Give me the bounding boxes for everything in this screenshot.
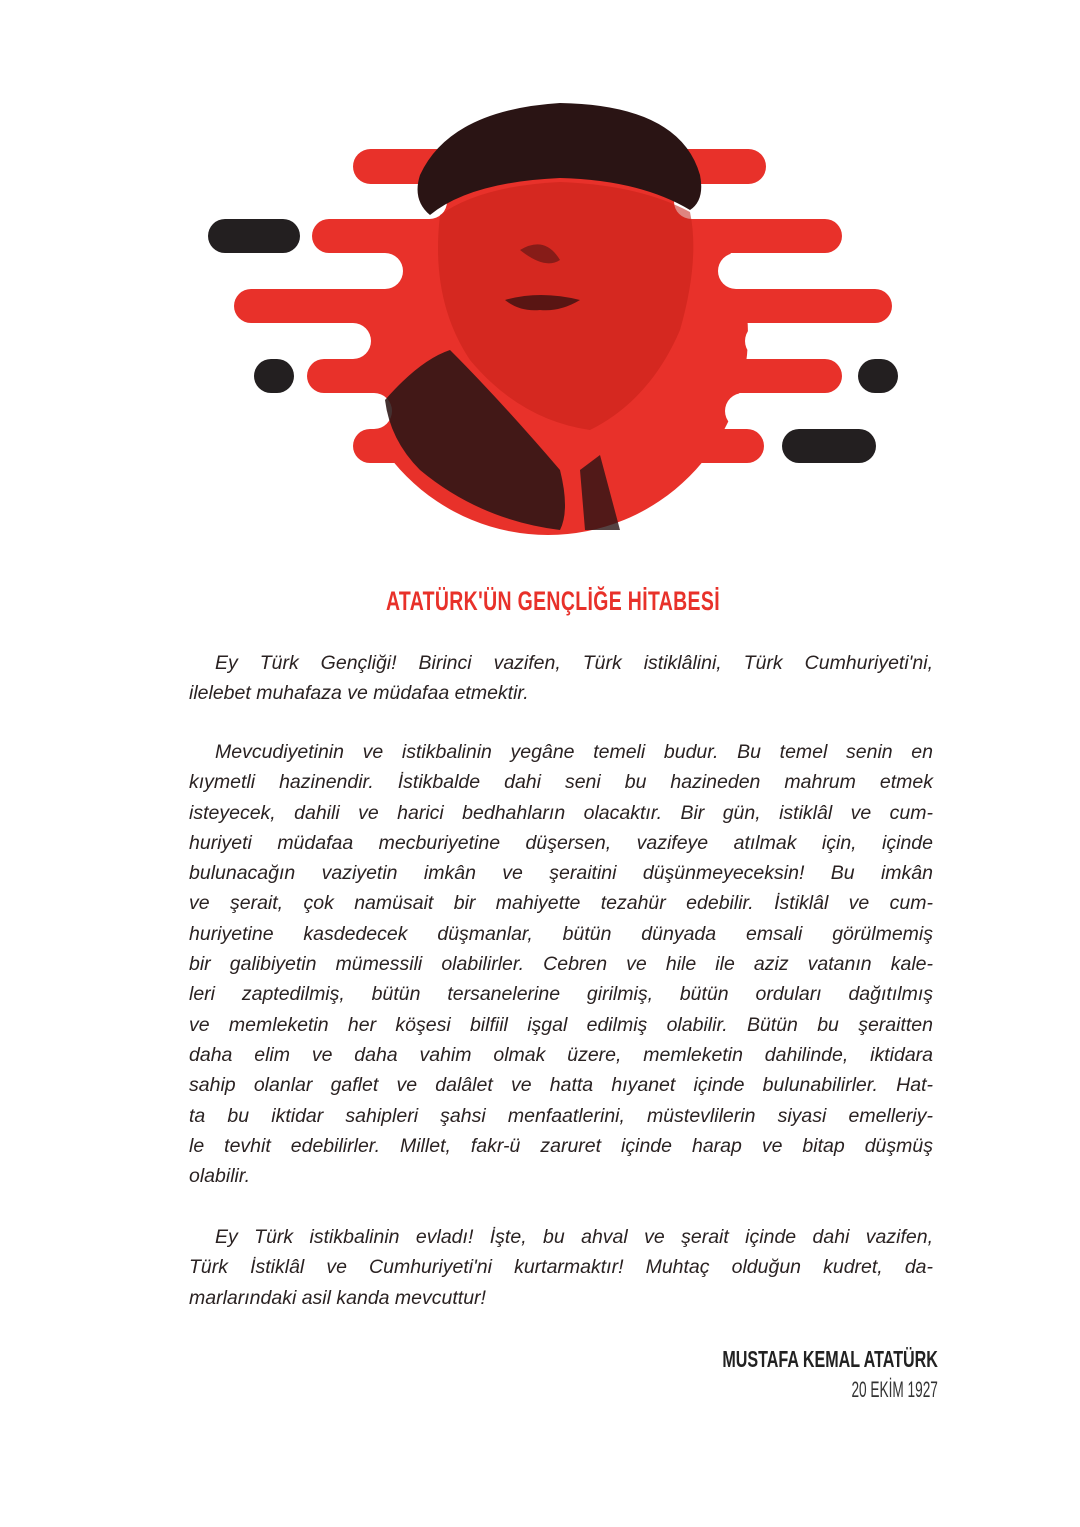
text-line: Ey Türk Gençliği! Birinci vazifen, Türk istiklâlini, Türk Cumhuriyeti'ni, [215,652,933,674]
text-line: ilelebet muhafaza ve müdafaa etmektir. [189,682,529,705]
text-line: bir galibiyetin mümessili olabilirler. Cebren ve hile ile aziz vatanın kale- [189,953,933,976]
text-line: daha elim ve daha vahim olmak üzere, memleketin dahilinde, iktidara [189,1043,933,1066]
text-line: isteyecek, dahili ve harici bedhahların olacaktır. Bir gün, istiklâl ve cum- [189,801,933,824]
text-line: kıymetli hazinendir. İstikbalde dahi seni bu hazineden mahrum etmek [189,771,933,794]
text-line: olabilir. [189,1165,251,1188]
text-line: leri zaptedilmiş, bütün tersanelerine girilmiş, bütün orduları dağıtılmış [189,983,933,1006]
signature-name: MUSTAFA KEMAL ATATÜRK [722,1346,938,1372]
text-line: ve şerait, çok namüsait bir mahiyette tezahür edebilir. İstiklâl ve cum- [189,892,933,915]
paragraph-1 [189,648,933,709]
text-line: Mevcudiyetinin ve istikbalinin yegâne temeli budur. Bu temel senin en [215,741,933,763]
page-title [0,586,1080,617]
text-line: bulunacağın vaziyetin imkân ve şeraitini düşünmeyeceksin! Bu imkân [189,862,933,885]
text-line: Ey Türk istikbalinin evladı! İşte, bu ahval ve şerait içinde dahi vazifen, [215,1226,933,1248]
signature-date: 20 EKİM 1927 [851,1377,938,1402]
paragraph-2 [189,737,933,1191]
text-line: marlarındaki asil kanda mevcuttur! [189,1286,486,1309]
text-line: huriyetine kasdedecek düşmanlar, bütün dünyada emsali görülmemiş [189,922,933,945]
title-text: ATATÜRK'ÜN GENÇLİĞE HİTABESİ [385,586,721,616]
portrait-illustration [0,0,1080,560]
text-line: sahip olanlar gaflet ve dalâlet ve hatta hıyanet içinde bulunabilirler. Hat- [189,1074,933,1097]
text-line: Türk İstiklâl ve Cumhuriyeti'ni kurtarmaktır! Muhtaç olduğun kudret, da- [189,1256,933,1279]
signature-block [630,1346,938,1403]
text-line: huriyeti müdafaa mecburiyetine düşersen, vazifeye atılmak için, içinde [189,831,933,854]
text-line: le tevhit edebilirler. Millet, fakr-ü zaruret içinde harap ve bitap düşmüş [189,1134,933,1157]
paragraph-3 [189,1222,933,1313]
text-line: ta bu iktidar sahipleri şahsi menfaatlerini, müstevlilerin siyasi emelleriy- [189,1104,933,1127]
text-line: ve memleketin her köşesi bilfiil işgal edilmiş olabilir. Bütün bu şeraitten [189,1013,933,1036]
